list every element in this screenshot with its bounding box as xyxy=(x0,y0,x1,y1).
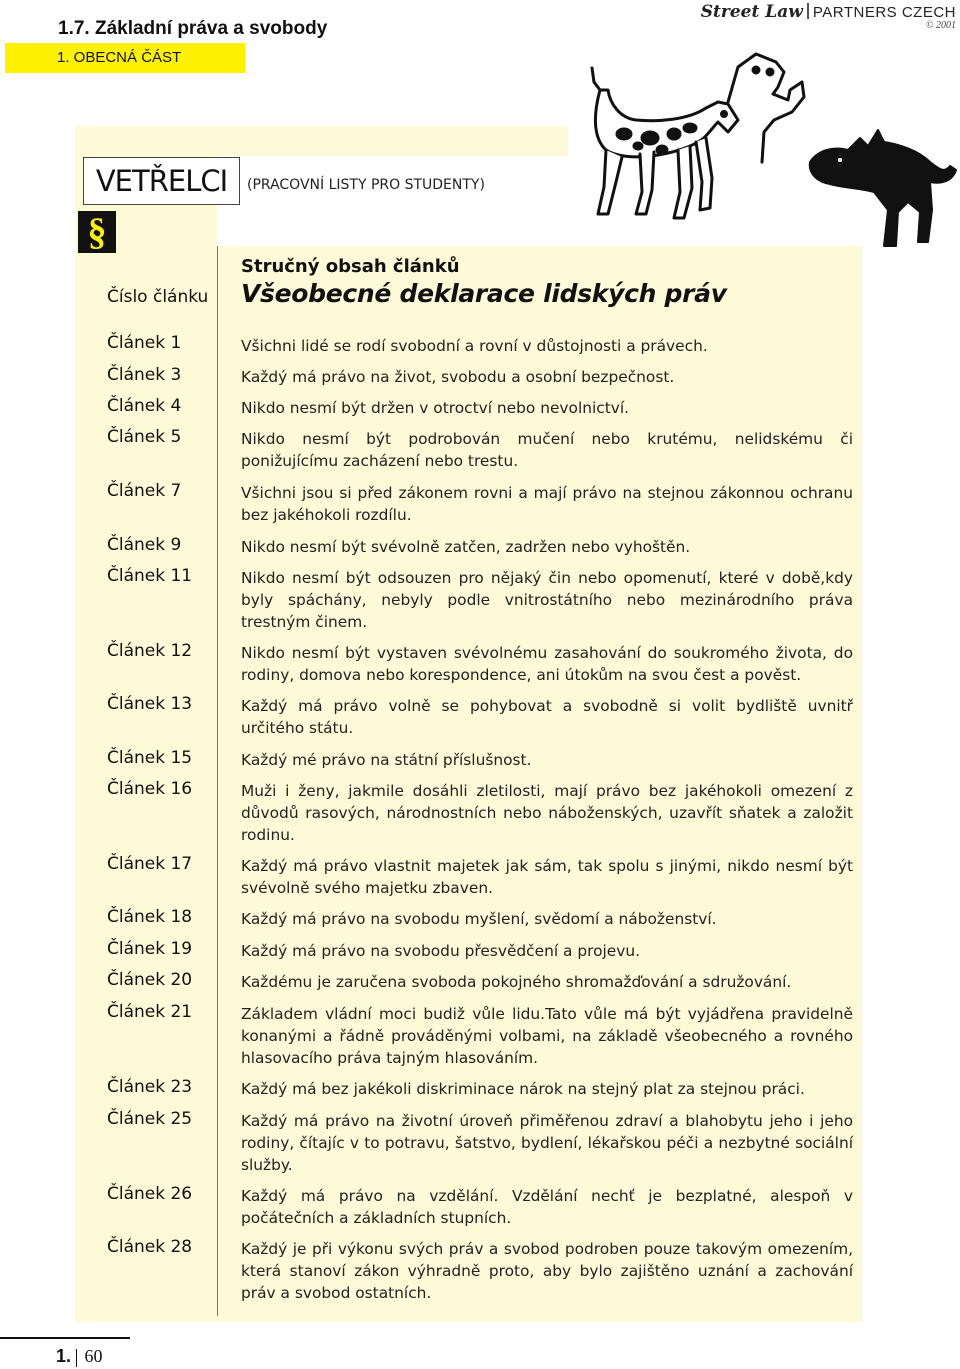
article-text: Všichni jsou si před zákonem rovni a mají právo na stejnou zákonnou ochranu bez jakéhokoli rozdílu. xyxy=(241,484,853,524)
article-text: Každý má právo volně se pohybovat a svobodně si volit bydliště uvnitř určitého státu. xyxy=(241,697,853,737)
article-text: Nikdo nesmí být držen v otroctví nebo nevolnictví. xyxy=(241,399,630,417)
article-text: Základem vládní moci budiž vůle lidu.Tato vůle má být vyjádřena pravidelně konanými a řádně prováděnými volbami, na základě všeobecného a rovného hlasovacího práva tajným hlasováním. xyxy=(241,1005,853,1067)
article-label: Článek 3 xyxy=(107,365,182,385)
article-label: Článek 9 xyxy=(107,535,182,555)
article-text: Každý má právo vlastnit majetek jak sám, tak spolu s jinými, nikdo nesmí být svévolně svého majetku zbaven. xyxy=(241,857,853,897)
article-label: Článek 11 xyxy=(107,566,193,586)
logo-script-text: Street Law xyxy=(700,2,803,22)
article-label: Článek 25 xyxy=(107,1109,193,1129)
article-label: Článek 28 xyxy=(107,1237,193,1257)
article-label: Článek 1 xyxy=(107,333,182,353)
declaration-heading: Všeobecné deklarace lidských práv xyxy=(241,279,727,308)
article-text: Nikdo nesmí být odsouzen pro nějaký čin nebo opomenutí, které v době,kdy byly spáchány, nebyly podle vnitrostátního nebo mezinárodního práva trestným činem. xyxy=(241,569,853,631)
spotted-dog-icon xyxy=(592,68,738,218)
article-label: Článek 13 xyxy=(107,694,193,714)
article-text: Každý mé právo na státní příslušnost. xyxy=(241,751,532,769)
article-label: Článek 26 xyxy=(107,1184,193,1204)
article-label: Článek 21 xyxy=(107,1002,193,1022)
article-text: Nikdo nesmí být podrobován mučení nebo krutému, nelidskému či ponižujícímu zacházení nebo trestu. xyxy=(241,430,853,470)
header-strip xyxy=(75,126,568,156)
column-header-article-number: Číslo článku xyxy=(107,287,209,307)
part-band xyxy=(5,43,245,73)
section-title: 1.7. Základní práva a svobody xyxy=(58,18,328,39)
logo-year: © 2001 xyxy=(925,20,956,31)
logo-partners-text: PARTNERS CZECH xyxy=(812,4,956,21)
article-text: Nikdo nesmí být svévolně zatčen, zadržen nebo vyhoštěn. xyxy=(241,538,691,556)
logo-divider xyxy=(807,3,809,19)
article-text: Každý má právo na život, svobodu a osobní bezpečnost. xyxy=(241,368,675,386)
article-text: Všichni lidé se rodí svobodní a rovní v důstojnosti a právech. xyxy=(241,337,708,355)
article-number-column xyxy=(75,156,217,1322)
article-text: Muži i ženy, jakmile dosáhli zletilosti, mají právo bez jakéhokoli omezení z důvodů rasových, národnostních nebo náboženských, uzavřít sňatek a založit rodinu. xyxy=(241,782,853,844)
worksheet-subtitle: (PRACOVNÍ LISTY PRO STUDENTY) xyxy=(247,177,485,193)
black-dog-icon xyxy=(810,130,956,246)
article-label: Článek 19 xyxy=(107,939,193,959)
page-footer xyxy=(0,1337,130,1369)
page-number xyxy=(56,1346,103,1367)
article-label: Článek 20 xyxy=(107,970,193,990)
column-divider xyxy=(217,246,218,1316)
article-label: Článek 18 xyxy=(107,907,193,927)
summary-heading: Stručný obsah článků xyxy=(241,256,460,277)
article-text: Každý je při výkonu svých práv a svobod podroben pouze takovým omezením, která stanoví zákon výhradně proto, aby bylo zajištěno uznání a zachování práv a svobod ostatních. xyxy=(241,1240,853,1302)
article-label: Článek 15 xyxy=(107,748,193,768)
article-text: Nikdo nesmí být vystaven svévolnému zasahování do soukromého života, do rodiny, domova nebo korespondence, ani útokům na svou čest a pověst. xyxy=(241,644,853,684)
article-label: Článek 7 xyxy=(107,481,182,501)
page-number-value: 60 xyxy=(84,1346,103,1366)
street-law-logo xyxy=(701,2,956,31)
article-label: Článek 16 xyxy=(107,779,193,799)
dogs-illustration xyxy=(578,42,960,257)
article-text: Každý má právo na vzdělání. Vzdělání nechť je bezplatné, alespoň v počátečních a základních stupních. xyxy=(241,1187,853,1227)
part-band-label: 1. OBECNÁ ČÁST xyxy=(57,49,182,66)
article-text: Každý má právo na svobodu přesvědčení a projevu. xyxy=(241,942,641,960)
article-text: Každému je zaručena svoboda pokojného shromažďování a sdružování. xyxy=(241,973,792,991)
paragraph-symbol-icon: § xyxy=(78,211,116,253)
article-text: Každý má právo na svobodu myšlení, svědomí a náboženství. xyxy=(241,910,717,928)
footer-tick xyxy=(76,1349,77,1367)
article-text: Každý má bez jakékoli diskriminace nárok na stejný plat za stejnou práci. xyxy=(241,1080,805,1098)
article-label: Článek 23 xyxy=(107,1077,193,1097)
article-label: Článek 12 xyxy=(107,641,193,661)
article-label: Článek 4 xyxy=(107,396,182,416)
article-label: Článek 5 xyxy=(107,427,182,447)
worksheet-title: VETŘELCI xyxy=(83,157,240,205)
article-text: Každý má právo na životní úroveň přiměřenou zdraví a blahobytu jeho i jeho rodiny, čítajíc v to potravu, šatstvo, bydlení, lékařskou péči a nezbytné sociální služby. xyxy=(241,1112,853,1174)
part-number: 1. xyxy=(56,1346,72,1366)
footer-rule xyxy=(0,1337,130,1339)
article-label: Článek 17 xyxy=(107,854,193,874)
white-dog-back-icon xyxy=(728,54,804,162)
